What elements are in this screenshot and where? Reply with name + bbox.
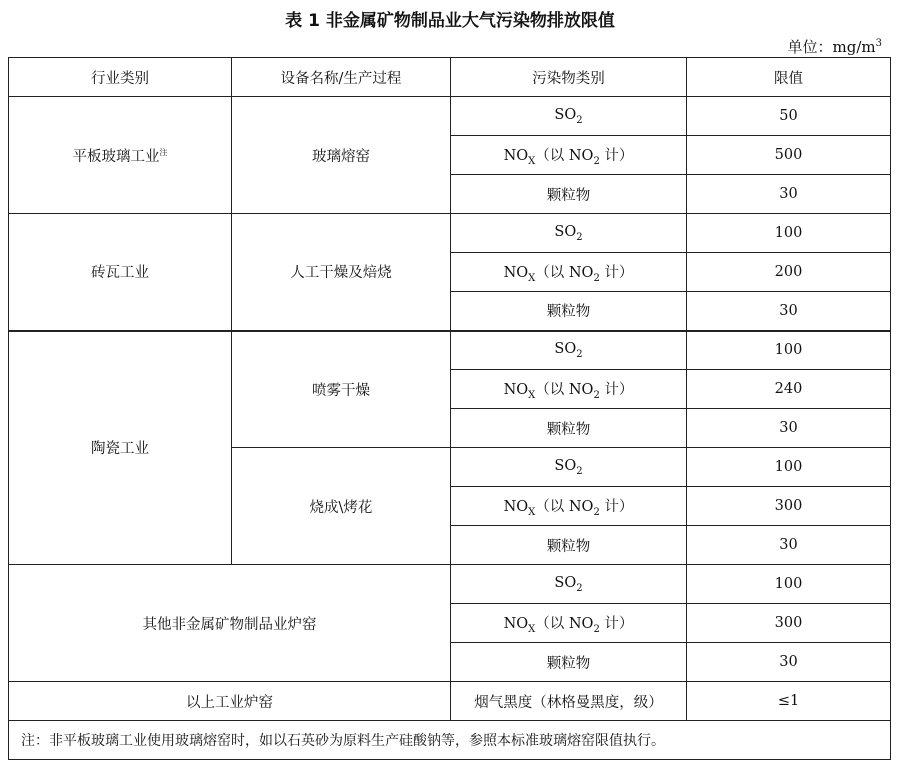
note-row bbox=[9, 721, 891, 760]
limit-value: 240 bbox=[687, 370, 891, 409]
table-row bbox=[9, 214, 891, 253]
table-row bbox=[9, 565, 891, 604]
industry-other-kilns: 其他非金属矿物制品业炉窑 bbox=[9, 565, 451, 682]
pollutant-so2: $SO_2$ bbox=[451, 214, 687, 253]
limit-value: 30 bbox=[687, 292, 891, 331]
process-drying-roasting: 人工干燥及焙烧 bbox=[232, 214, 451, 331]
limit-value: 100 bbox=[687, 565, 891, 604]
pollutant-so2: $SO_2$ bbox=[451, 97, 687, 136]
limit-value: 30 bbox=[687, 526, 891, 565]
limit-value: ≤1 bbox=[687, 682, 891, 721]
table-title: 表 1 非金属矿物制品业大气污染物排放限值 bbox=[285, 11, 615, 31]
process-glass-furnace: 玻璃熔窑 bbox=[232, 97, 451, 214]
limit-value: 100 bbox=[687, 214, 891, 253]
pollutant-so2: $SO_2$ bbox=[451, 565, 687, 604]
pollutant-pm: 颗粒物 bbox=[451, 175, 687, 214]
pollutant-pm: 颗粒物 bbox=[451, 643, 687, 682]
process-spray-drying: 喷雾干燥 bbox=[232, 331, 451, 448]
header-limit: 限值 bbox=[687, 58, 891, 97]
unit-label: 单位：$mg/m^3$ bbox=[787, 38, 882, 56]
limit-value: 100 bbox=[687, 448, 891, 487]
limit-value: 300 bbox=[687, 604, 891, 643]
pollutant-so2: $SO_2$ bbox=[451, 448, 687, 487]
limit-value: 30 bbox=[687, 409, 891, 448]
pollutant-pm: 颗粒物 bbox=[451, 292, 687, 331]
pollutant-smoke-blackness: 烟气黑度（林格曼黑度，级） bbox=[451, 682, 687, 721]
limit-value: 300 bbox=[687, 487, 891, 526]
limit-value: 50 bbox=[687, 97, 891, 136]
limit-value: 30 bbox=[687, 643, 891, 682]
process-firing-decal: 烧成\烤花 bbox=[232, 448, 451, 565]
table-note: 注：非平板玻璃工业使用玻璃熔窑时，如以石英砂为原料生产硅酸钠等，参照本标准玻璃熔窑限值执行。 bbox=[9, 721, 891, 760]
pollutant-nox: $NO_X$（以 $NO_2$ 计） bbox=[451, 487, 687, 526]
emission-limits-table bbox=[8, 57, 891, 760]
header-row bbox=[9, 58, 891, 97]
pollutant-nox: $NO_X$（以 $NO_2$ 计） bbox=[451, 604, 687, 643]
header-industry: 行业类别 bbox=[9, 58, 232, 97]
pollutant-nox: $NO_X$（以 $NO_2$ 计） bbox=[451, 370, 687, 409]
limit-value: 200 bbox=[687, 253, 891, 292]
pollutant-so2: $SO_2$ bbox=[451, 331, 687, 370]
table-row bbox=[9, 682, 891, 721]
header-pollutant: 污染物类别 bbox=[451, 58, 687, 97]
industry-flat-glass: 平板玻璃工业$^注$ bbox=[9, 97, 232, 214]
limit-value: 30 bbox=[687, 175, 891, 214]
industry-brick: 砖瓦工业 bbox=[9, 214, 232, 331]
limit-value: 500 bbox=[687, 136, 891, 175]
pollutant-nox: $NO_X$（以 $NO_2$ 计） bbox=[451, 253, 687, 292]
industry-above-kilns: 以上工业炉窑 bbox=[9, 682, 451, 721]
limit-value: 100 bbox=[687, 331, 891, 370]
pollutant-pm: 颗粒物 bbox=[451, 409, 687, 448]
header-process: 设备名称/生产过程 bbox=[232, 58, 451, 97]
industry-ceramic: 陶瓷工业 bbox=[9, 331, 232, 565]
table-row bbox=[9, 97, 891, 136]
pollutant-pm: 颗粒物 bbox=[451, 526, 687, 565]
pollutant-nox: $NO_X$（以 $NO_2$ 计） bbox=[451, 136, 687, 175]
table-row bbox=[9, 331, 891, 370]
